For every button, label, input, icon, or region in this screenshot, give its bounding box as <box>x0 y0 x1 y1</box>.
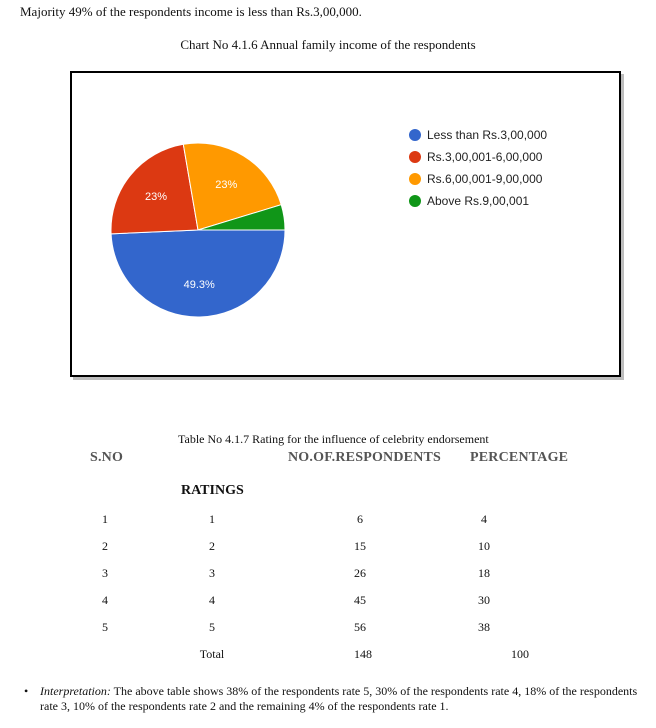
bullet: • <box>24 684 29 698</box>
interpretation-text: The above table shows 38% of the respondents rate 5, 30% of the respondents rate 4, 18% of the respondents rate 3, 10% of the respondents rate 2 and the remaining 4% of the respondents rate 1. <box>40 684 638 713</box>
legend-swatch <box>409 151 421 163</box>
legend-label: Less than Rs.3,00,000 <box>427 128 548 142</box>
pie-data-label: 23% <box>215 179 238 192</box>
legend-item <box>409 190 547 212</box>
cell-percentage: 30 <box>478 593 490 607</box>
cell-sno: 3 <box>102 566 108 580</box>
legend-label: Rs.3,00,001-6,00,000 <box>427 150 543 164</box>
legend-item <box>409 146 547 168</box>
cell-percentage: 10 <box>478 539 490 553</box>
pie-chart-svg <box>72 73 619 375</box>
cell-respondents: 15 <box>354 539 366 553</box>
cell-rating: 5 <box>209 620 215 634</box>
cell-percentage: 18 <box>478 566 490 580</box>
pie-slice <box>111 230 285 317</box>
legend-swatch <box>409 195 421 207</box>
interpretation-paragraph <box>40 684 646 714</box>
cell-sno: 1 <box>102 512 108 526</box>
legend-label: Rs.6,00,001-9,00,000 <box>427 172 543 186</box>
cell-respondents: 6 <box>357 512 363 526</box>
chart-caption: Chart No 4.1.6 Annual family income of the respondents <box>180 37 476 52</box>
pie-data-label: 49.3% <box>183 278 215 291</box>
cell-respondents: 56 <box>354 620 366 634</box>
cell-rating: 1 <box>209 512 215 526</box>
cell-rating: 4 <box>209 593 215 607</box>
header-sno: S.NO <box>90 450 124 465</box>
pie-data-label: 23% <box>144 191 168 204</box>
legend-label: Above Rs.9,00,001 <box>427 194 530 208</box>
pie-slice <box>111 144 198 234</box>
cell-respondents: 45 <box>354 593 366 607</box>
header-respondents: NO.OF.RESPONDENTS <box>288 450 442 465</box>
intro-text: Majority 49% of the respondents income is less than Rs.3,00,000. <box>20 4 362 19</box>
legend-item <box>409 168 547 190</box>
cell-rating: 2 <box>209 539 215 553</box>
legend-item <box>409 124 547 146</box>
cell-sno: 2 <box>102 539 108 553</box>
cell-percentage: 4 <box>481 512 487 526</box>
cell-percentage: 38 <box>478 620 490 634</box>
total-percentage: 100 <box>511 647 529 661</box>
legend-swatch <box>409 129 421 141</box>
header-percentage: PERCENTAGE <box>470 450 569 465</box>
cell-rating: 3 <box>209 566 215 580</box>
cell-sno: 5 <box>102 620 108 634</box>
cell-respondents: 26 <box>354 566 366 580</box>
interpretation-label: Interpretation: <box>40 684 111 698</box>
legend-swatch <box>409 173 421 185</box>
total-label: Total <box>199 647 225 661</box>
pie-chart <box>70 71 621 377</box>
total-respondents: 148 <box>354 647 372 661</box>
chart-legend <box>409 124 547 212</box>
table-caption: Table No 4.1.7 Rating for the influence of celebrity endorsement <box>178 432 489 446</box>
cell-sno: 4 <box>102 593 108 607</box>
ratings-header: RATINGS <box>181 483 244 498</box>
